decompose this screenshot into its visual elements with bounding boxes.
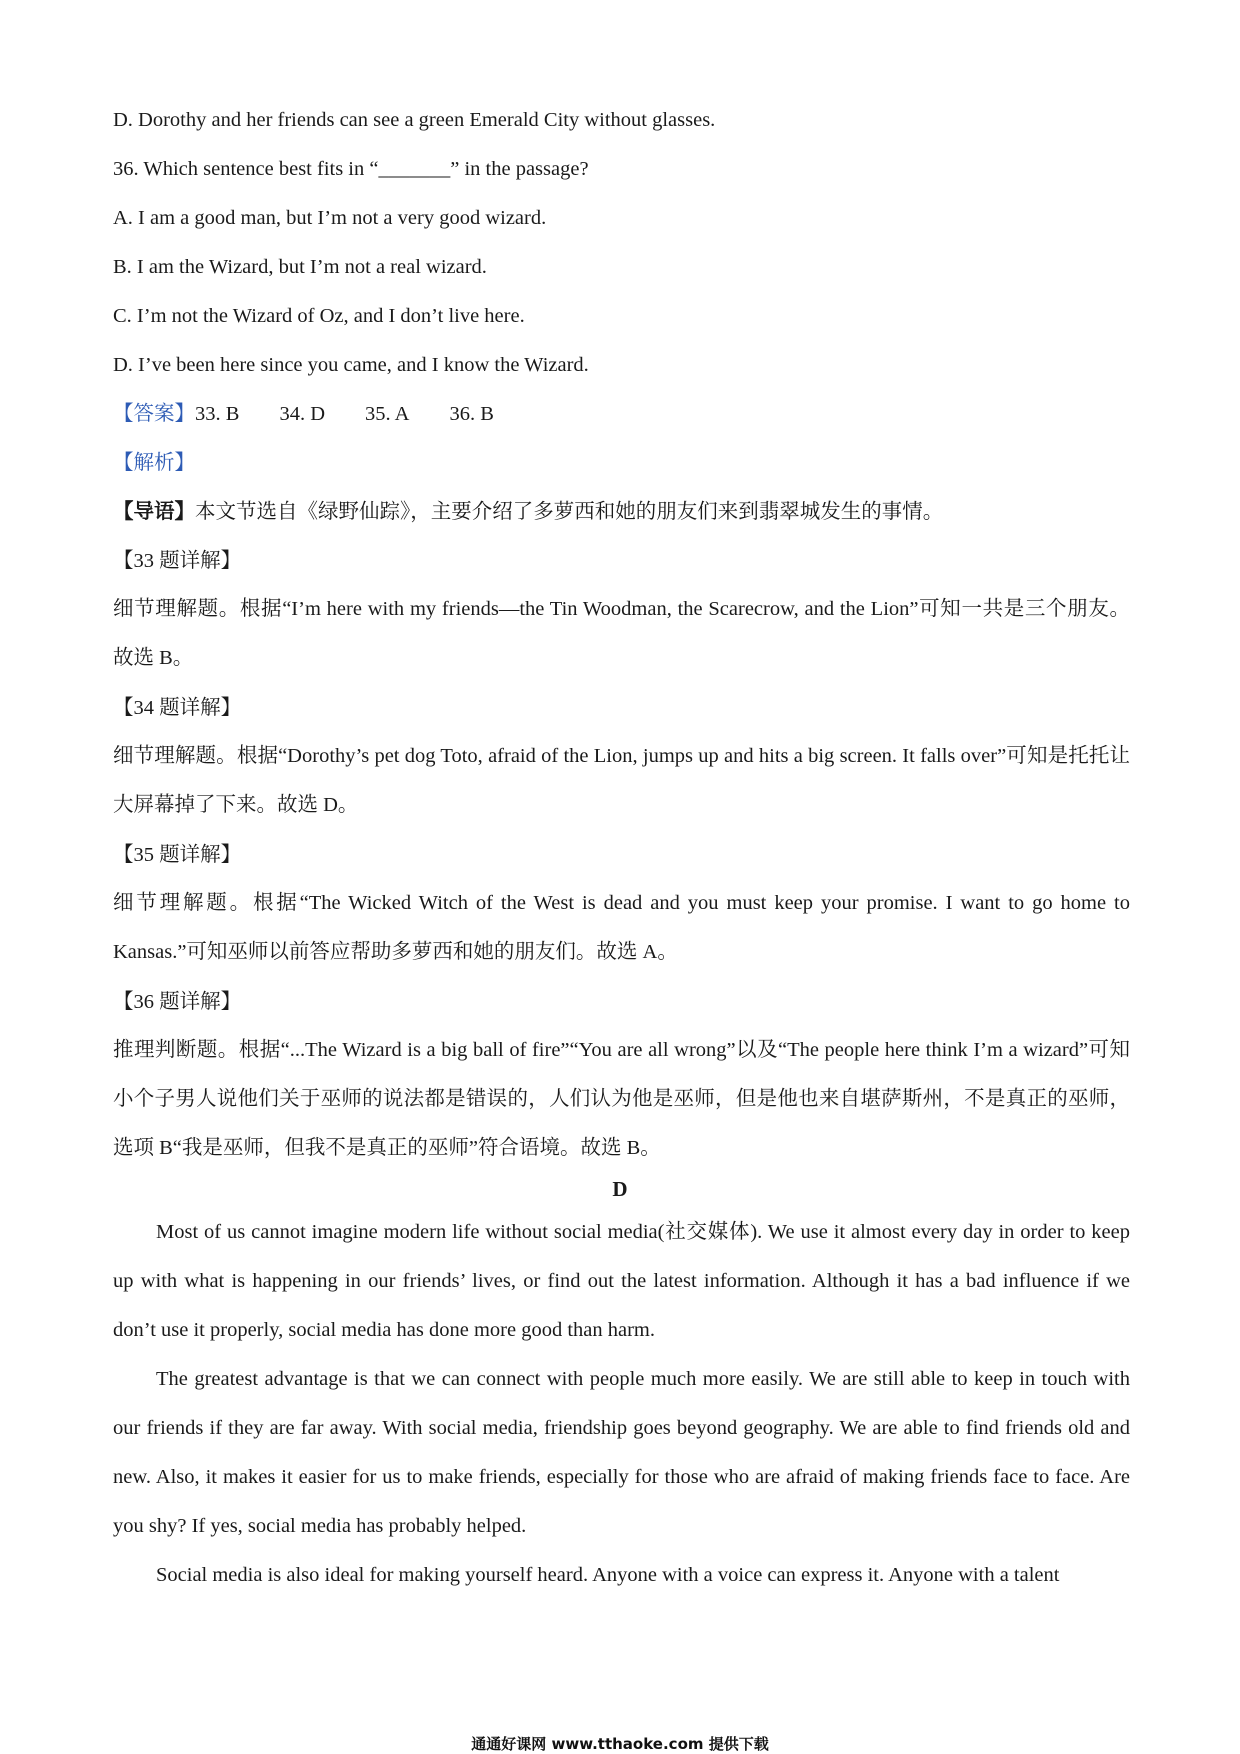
answer-label: 【答案】 bbox=[113, 403, 195, 425]
q36-option-b: B. I am the Wizard, but I’m not a real wizard. bbox=[113, 256, 487, 278]
passage-paragraph-3: Social media is also ideal for making yourself heard. Anyone with a voice can express it. Anyone with a talent bbox=[156, 1564, 1060, 1586]
q36-option-d: D. I’ve been here since you came, and I know the Wizard. bbox=[113, 354, 589, 376]
answer-line bbox=[113, 401, 1133, 427]
passage-paragraph-1: Most of us cannot imagine modern life without social media(社交媒体). We use it almost every day in order to keep up with what is happening in our friends’ lives, or find out the latest information. Although it has a bad influence if we don’t use it properly, social media has done more good than harm. bbox=[113, 1221, 1130, 1341]
detail-title-33: 【33 题详解】 bbox=[113, 550, 242, 572]
answer-item: 36. B bbox=[449, 403, 494, 425]
page-footer: 通通好课网 www.tthaoke.com 提供下载 bbox=[471, 1735, 769, 1753]
analysis-label: 【解析】 bbox=[113, 452, 195, 474]
detail-text-33: 细节理解题。根据“I’m here with my friends—the Tin Woodman, the Scarecrow, and the Lion”可知一共是三个朋友。故选 B。 bbox=[113, 598, 1130, 669]
detail-title-34: 【34 题详解】 bbox=[113, 697, 242, 719]
q35-option-d: D. Dorothy and her friends can see a green Emerald City without glasses. bbox=[113, 109, 716, 131]
detail-text-36: 推理判断题。根据“...The Wizard is a big ball of fire”“You are all wrong”以及“The people here think I’m a wizard”可知小个子男人说他们关于巫师的说法都是错误的，人们认为他是巫师，但是他也来自堪萨斯州，不是真正的巫师，选项 B“我是巫师，但我不是真正的巫师”符合语境。故选 B。 bbox=[113, 1039, 1130, 1159]
detail-text-34: 细节理解题。根据“Dorothy’s pet dog Toto, afraid of the Lion, jumps up and hits a big screen. It falls over”可知是托托让大屏幕掉了下来。故选 D。 bbox=[113, 745, 1130, 816]
q36-option-c: C. I’m not the Wizard of Oz, and I don’t live here. bbox=[113, 305, 525, 327]
guide-text: 【导语】本文节选自《绿野仙踪》，主要介绍了多萝西和她的朋友们来到翡翠城发生的事情。 bbox=[113, 501, 944, 523]
passage-heading: D bbox=[612, 1177, 628, 1201]
passage-paragraph-2: The greatest advantage is that we can connect with people much more easily. We are still able to keep in touch with our friends if they are far away. With social media, friendship goes beyond geography. We are able to find friends old and new. Also, it makes it easier for us to make friends, especially for those who are afraid of making friends face to face. Are you shy? If yes, social media has probably helped. bbox=[113, 1368, 1130, 1537]
answer-item: 33. B bbox=[195, 403, 240, 425]
q36-option-a: A. I am a good man, but I’m not a very good wizard. bbox=[113, 207, 547, 229]
detail-title-36: 【36 题详解】 bbox=[113, 991, 242, 1013]
answer-item: 34. D bbox=[279, 403, 325, 425]
detail-text-35: 细节理解题。根据“The Wicked Witch of the West is dead and you must keep your promise. I want to go home to Kansas.”可知巫师以前答应帮助多萝西和她的朋友们。故选 A。 bbox=[113, 892, 1130, 963]
answer-item: 35. A bbox=[365, 403, 410, 425]
detail-title-35: 【35 题详解】 bbox=[113, 844, 242, 866]
q36-stem: 36. Which sentence best fits in “_______” in the passage? bbox=[113, 158, 589, 180]
